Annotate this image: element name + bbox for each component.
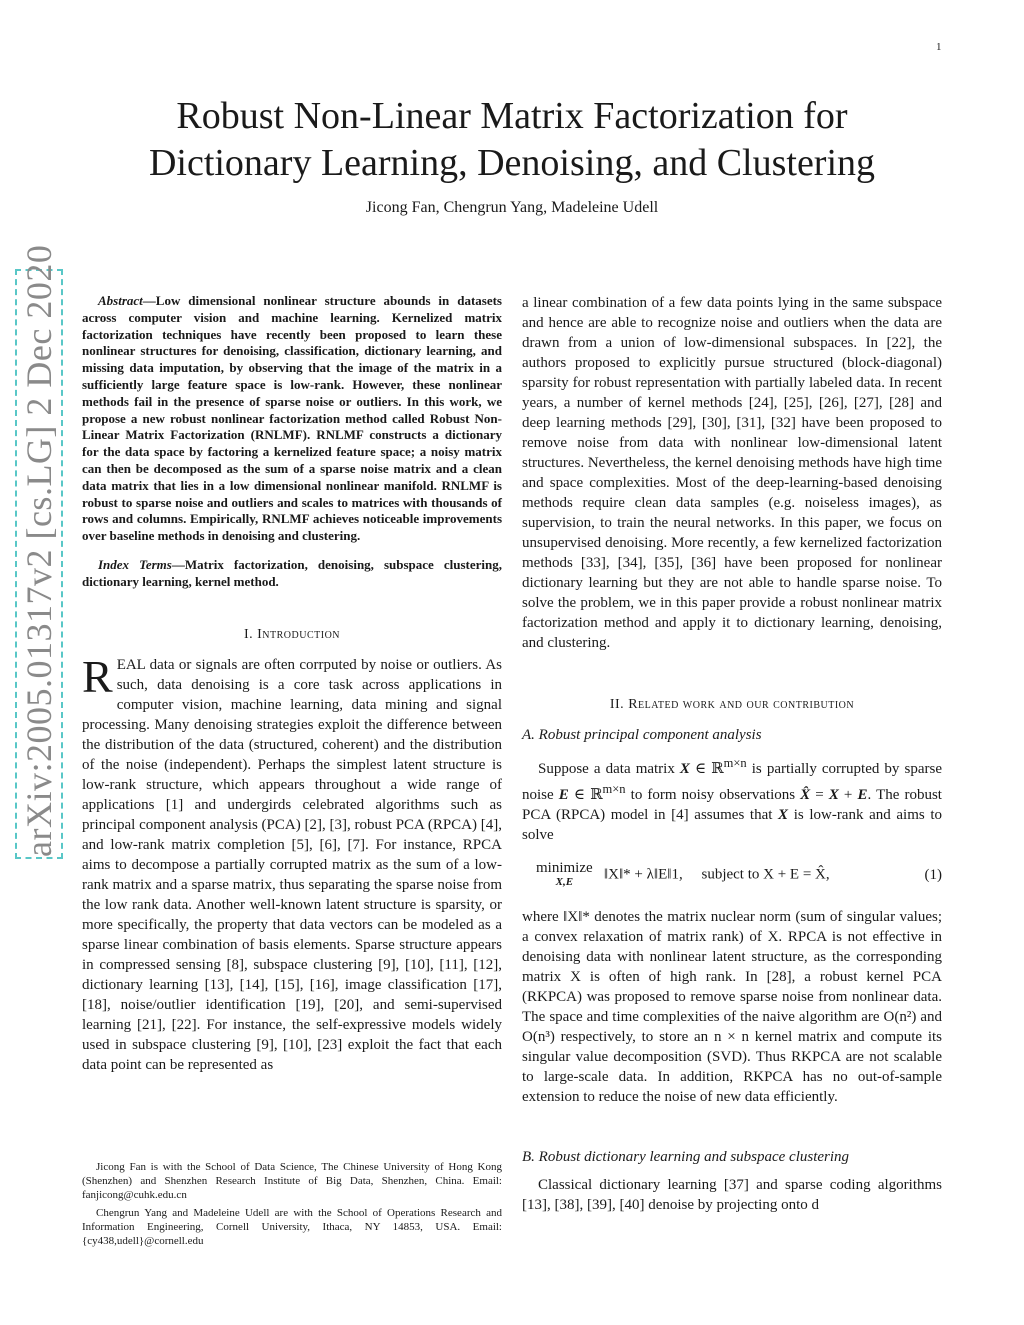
text-fragment: Suppose a data matrix bbox=[538, 761, 680, 777]
right-column bbox=[522, 293, 942, 1215]
objective: ‖X‖* + λ‖E‖1, bbox=[603, 866, 683, 883]
subsection-heading-dictionary: B. Robust dictionary learning and subspace clustering bbox=[522, 1149, 850, 1165]
equation-number: (1) bbox=[924, 867, 942, 883]
dictionary-paragraph: Classical dictionary learning [37] and sparse coding algorithms [13], [38], [39], [40] denoise by projecting onto d bbox=[522, 1177, 942, 1213]
footnote-1: Jicong Fan is with the School of Data Science, The Chinese University of Hong Kong (Shenzhen) and Shenzhen Research Institute of Big Data, Shenzhen, China. Email: fanjicong@cuhk.edu.cn bbox=[82, 1161, 502, 1201]
left-column bbox=[82, 293, 502, 1075]
footnotes bbox=[82, 1160, 502, 1252]
abstract-text: —Low dimensional nonlinear structure abounds in datasets across computer vision and machine learning. Kernelized matrix factorization techniques have recently been proposed to learn these nonlinear structures for denoising, classification, dictionary learning, and missing data imputation, by observing that the image of the matrix in a sufficiently large feature space is low-rank. However, these nonlinear methods fail in the presence of sparse noise or outliers. In this work, we propose a new robust nonlinear factorization method called Robust Non-Linear Matrix Factorization (RNLMF). RNLMF constructs a dictionary for the data space by factoring a kernelized feature space; a noisy matrix can then be decomposed as the sum of a sparse noise matrix and a clean data matrix that lies in a low dimensional nonlinear manifold. RNLMF is robust to sparse noise and outliers and scales to matrices with thousands of rows and columns. Empirically, RNLMF achieves noticeable improvements over baseline methods in denoising and clustering. bbox=[82, 293, 502, 544]
index-terms bbox=[82, 557, 502, 591]
paper-title bbox=[80, 93, 944, 187]
index-terms-label: Index Terms bbox=[98, 556, 172, 572]
subsection-heading-rpca: A. Robust principal component analysis bbox=[522, 727, 762, 743]
abstract-label: Abstract bbox=[98, 293, 143, 308]
text-fragment: is partially corrupted by sparse noise bbox=[522, 761, 942, 803]
text-fragment: is low-rank and aims to solve bbox=[522, 807, 942, 843]
section-number: I. bbox=[243, 626, 254, 642]
constraint: subject to X + E = X̂, bbox=[701, 866, 830, 883]
text-fragment: . The robust PCA (RPCA) model in [4] assumes that bbox=[522, 787, 942, 823]
equation-1 bbox=[536, 861, 942, 889]
abstract bbox=[82, 293, 502, 545]
author-list: Jicong Fan, Chengrun Yang, Madeleine Udell bbox=[365, 199, 659, 216]
section-title: Related work and our contribution bbox=[628, 697, 855, 712]
intro-paragraph bbox=[82, 650, 502, 1075]
equation-body bbox=[536, 861, 830, 889]
minimize-operator bbox=[536, 861, 593, 889]
arxiv-stamp: arXiv:2005.01317v2 [cs.LG] 2 Dec 2020 bbox=[15, 269, 63, 859]
section-heading-introduction bbox=[82, 625, 502, 645]
footnote-2: Chengrun Yang and Madeleine Udell are with the School of Operations Research and Information Engineering, Cornell University, Ithaca, NY 14853, USA. Email: {cy438,udell}@cornell.edu bbox=[82, 1207, 502, 1247]
minimize-subscript: X,E bbox=[555, 876, 574, 888]
minimize-label: minimize bbox=[536, 860, 593, 876]
intro-continued-paragraph: a linear combination of a few data points lying in the same subspace and hence are able to recognize noise and outliers when the data are drawn from a union of low-dimensional subspaces. In [22], the authors proposed to explicitly pursue structured (block-diagonal) sparsity for robust representation with partially labeled data. In recent years, a number of kernel methods [24], [25], [26], [27], [28] and deep learning methods [29], [30], [31], [32] have been proposed to remove noise from data with nonlinear low-dimensional latent structures. Nevertheless, the kernel denoising methods have high time and space complexities. Most of the deep-learning-based denoising methods require clean data samples (e.g. noiseless images), as supervision, to train the neural networks. In this paper, we focus on unsupervised denoising. More recently, a few kernelized factorization methods [33], [34], [35], [36] have been proposed for nonlinear dictionary learning but they are not able to handle sparse noise. To solve the problem, we in this paper provide a robust nonlinear matrix factorization method and apply it to dictionary learning, denoising, and clustering. bbox=[522, 295, 942, 651]
text-fragment: to form noisy observations bbox=[625, 787, 801, 803]
section-number: II. bbox=[609, 697, 625, 712]
title-line-1: Robust Non-Linear Matrix Factorization for bbox=[176, 95, 848, 137]
index-terms-text: —Matrix factorization, denoising, subspace clustering, dictionary learning, kernel method. bbox=[82, 556, 502, 589]
rpca-paragraph: Suppose a data matrix X ∈ ℝ$^{m\times n}$ is partially corrupted by sparse noise E ∈ ℝ$^{m\times n}$ to form noisy observations X̂ = X + E. The robust PCA (RPCA) model in [4] assumes that X is low-rank and aims to solve bbox=[522, 756, 942, 843]
section-heading-related-work bbox=[522, 695, 942, 715]
drop-cap: R bbox=[82, 650, 113, 702]
section-title: Introduction bbox=[257, 626, 341, 642]
rpca-paragraph-2: where ‖X‖* denotes the matrix nuclear norm (sum of singular values; a convex relaxation of matrix rank) of X. RPCA is not effective in denoising data with nonlinear latent structure, as the corresponding matrix X is often of high rank. In [28], a robust kernel PCA (RKPCA) was proposed to remove sparse noise from nonlinear data. The space and time complexities of the naive algorithm are O(n²) and O(n³) respectively, to store an n × n kernel matrix and compute its singular value decomposition (SVD). Thus RKPCA are not scalable to large-scale data. In addition, RKPCA has no out-of-sample extension to reduce the noise of new data efficiently. bbox=[522, 909, 942, 1105]
title-line-2: Dictionary Learning, Denoising, and Clustering bbox=[148, 142, 876, 184]
page-number: 1 bbox=[936, 41, 942, 53]
intro-text: EAL data or signals are often corrputed by noise or outliers. As such, data denoising is a core task across applications in computer vision, machine learning, data mining and signal processing. Many denoising strategies exploit the difference between the distribution of the data (structured, coherent) and the distribution of the noise (independent). Perhaps the simplest latent structure is low-rank structure, which appears throughout a wide range of applications [1] and undergirds celebrated algorithms such as principal component analysis (PCA) [2], [3], robust PCA (RPCA) [4], and low-rank matrix completion [5], [6], [7]. For instance, RPCA aims to decompose a partially corrupted matrix as the sum of a low-rank matrix and a sparse matrix, thus separating the sparse noise from the low rank data. Another well-known latent structure is sparsity, or more specifically, the property that data vectors can be modeled as a sparse linear combination of basis elements. Sparse structure appears in compressed sensing [8], subspace clustering [9], [10], [11], [12], dictionary learning [13], [14], [15], [16], image classification [17], [18], noise/outlier identification [19], [20], and semi-supervised learning [21], [22]. For instance, the self-expressive models widely used in subspace clustering [9], [10], [23] exploit the fact that each data point can be represented as bbox=[82, 656, 502, 1073]
